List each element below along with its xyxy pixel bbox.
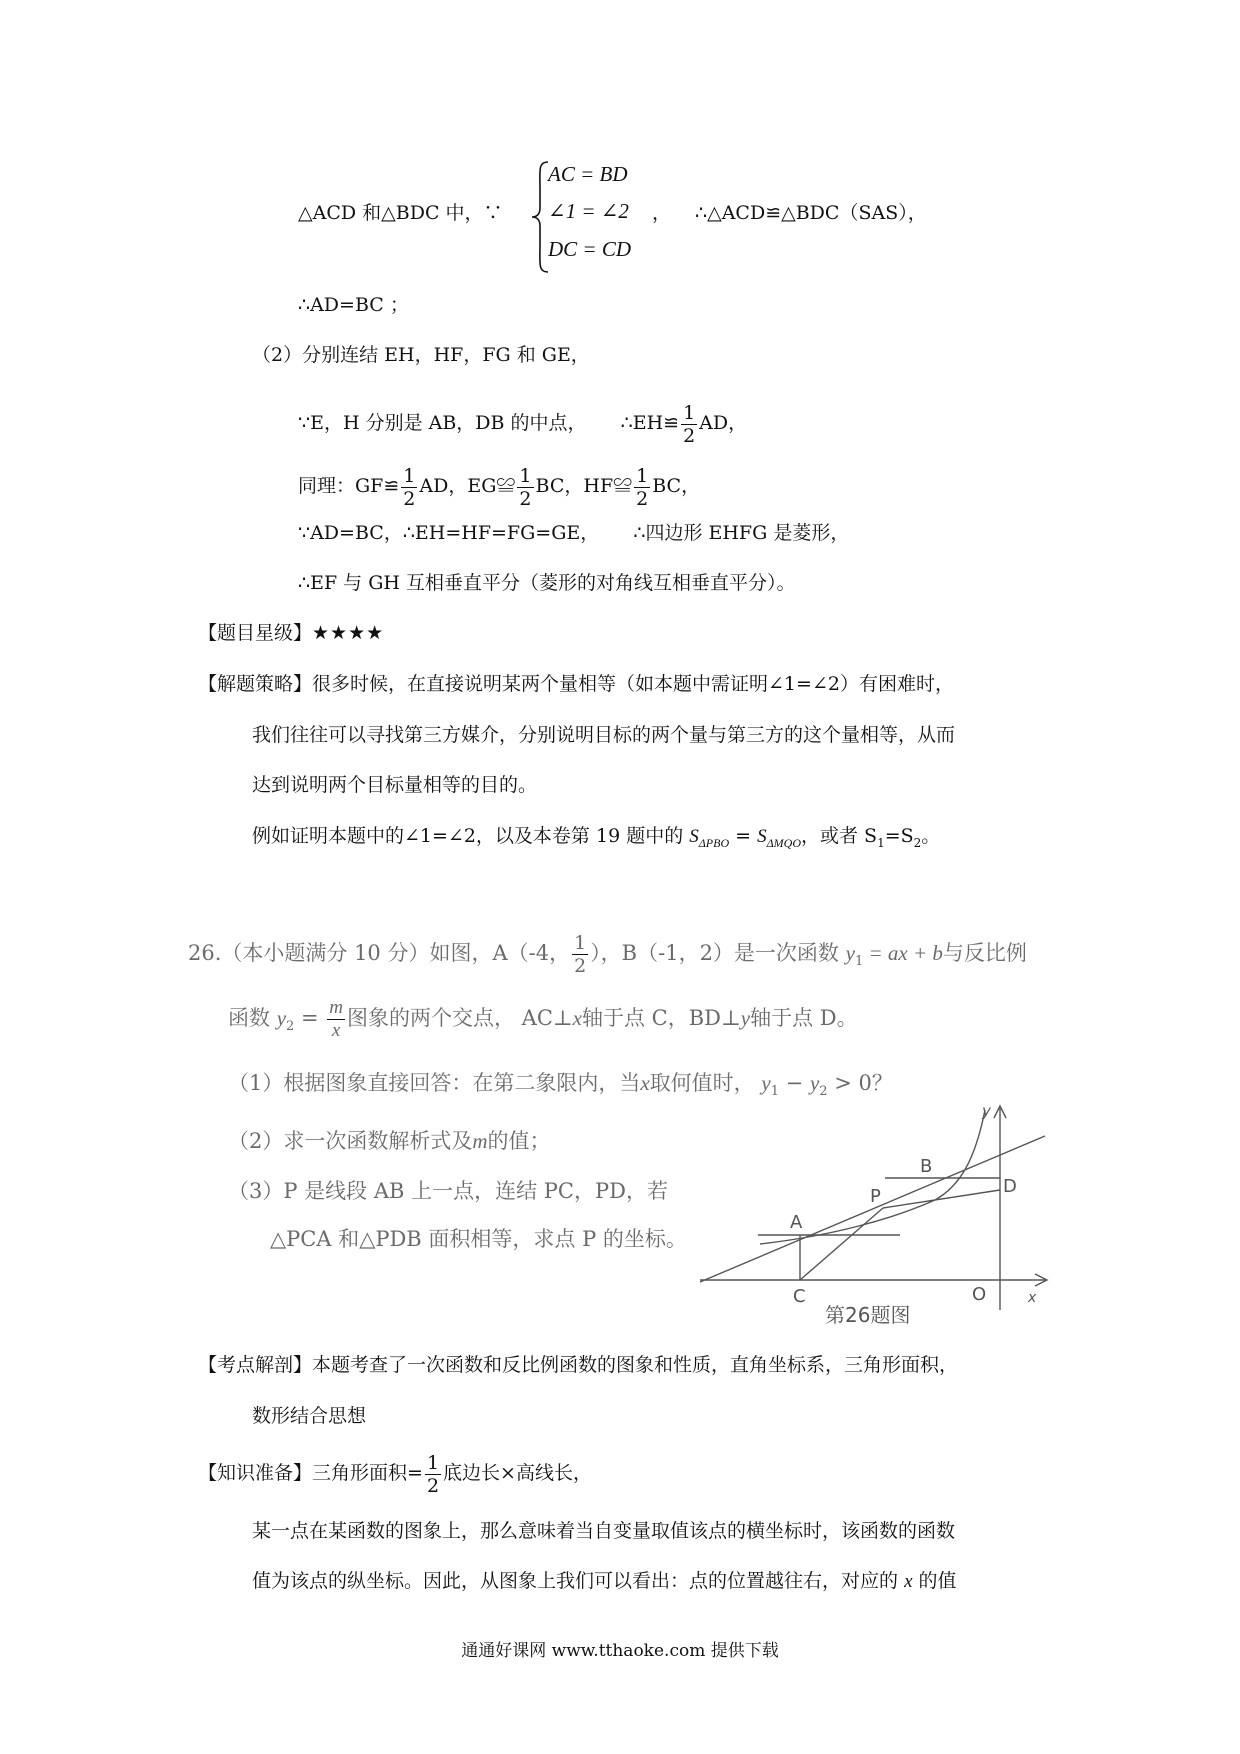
half-fraction: $\frac{1}{2}$ (574, 932, 587, 977)
q26-function-label: 函数 (228, 1006, 270, 1030)
congruence-line (298, 200, 503, 226)
midpoint-statement: ∵E，H 分别是 AB，DB 的中点， (298, 412, 587, 434)
strategy-text-1: 很多时候，在直接说明某两个量相等（如本题中需证明∠1=∠2）有困难时， (312, 673, 954, 695)
s2-subscript: 2 (913, 835, 922, 850)
half-fraction: $\frac{1}{2}$ (403, 464, 416, 510)
q26-intersections: 图象的两个交点， AC⊥ (346, 1006, 573, 1030)
knowledge-tag: 【知识准备】 (198, 1462, 313, 1484)
area-symbol: S (757, 826, 767, 847)
y2-symbol: y (809, 1071, 820, 1095)
eg-label: AD，EG (419, 475, 497, 497)
strategy-tag: 【解题策略】 (198, 673, 313, 695)
y2-subscript: 2 (286, 1019, 295, 1035)
knowledge-line-3 (252, 1568, 957, 1595)
q26-figure (690, 1100, 1060, 1330)
q26-line-1 (188, 925, 1027, 990)
system-row-1: AC = BD (548, 162, 628, 186)
s2-label: =S (884, 825, 914, 847)
label-p: P (870, 1186, 881, 1207)
system-comma: ， (652, 202, 672, 224)
s1-label: ，或者 S (801, 825, 878, 847)
linear-function: = ax + b (863, 941, 943, 965)
parallel-equal-sign: ≌ (663, 412, 680, 434)
area-formula-rest: 底边长×高线长， (443, 1462, 592, 1484)
strategy-line-4 (252, 823, 940, 856)
rhombus-line (298, 520, 849, 546)
m-symbol: m (472, 1129, 488, 1153)
equals-sign: = (294, 1006, 326, 1030)
x-symbol: x (904, 1571, 913, 1592)
label-d: D (1003, 1176, 1017, 1197)
difficulty-line (198, 620, 384, 646)
congruence-conclusion: ∴△ACD≌△BDC（SAS）， (695, 202, 927, 224)
y1-subscript: 1 (770, 1084, 779, 1100)
strategy-example: 例如证明本题中的∠1=∠2，以及本卷第 19 题中的 (252, 825, 684, 847)
label-y: y (982, 1102, 991, 1120)
figure-caption: 第26题图 (825, 1303, 911, 1327)
knowledge-text-3: 值为该点的纵坐标。因此，从图象上我们可以看出：点的位置越往右，对应的 (252, 1570, 899, 1592)
midpoint-line (298, 395, 747, 451)
area-subscript-mqo: ΔMQO (766, 835, 801, 850)
page-footer: 通通好课网 www.tthaoke.com 提供下载 (461, 1641, 779, 1661)
part2-intro: （2）分别连结 EH，HF，FG 和 GE， (252, 344, 590, 366)
y-symbol: y (740, 1006, 751, 1030)
q26-part-2 (228, 1128, 551, 1154)
q26-ac-bd: 轴于点 C，BD⊥ (581, 1006, 741, 1030)
strategy-line-2: 我们往往可以寻找第三方媒介，分别说明目标的两个量与第三方的这个量相等，从而 (252, 724, 956, 746)
half-fraction: $\frac{1}{2}$ (426, 1451, 440, 1497)
y1-symbol: y (845, 941, 855, 965)
analysis-text-1: 本题考查了一次函数和反比例函数的图象和性质，直角坐标系，三角形面积， (312, 1354, 959, 1376)
half-fraction: $\frac{1}{2}$ (636, 464, 649, 510)
knowledge-line-2: 某一点在某函数的图象上，那么意味着当自变量取值该点的横坐标时，该函数的函数 (252, 1520, 956, 1542)
label-c: C (793, 1286, 806, 1307)
parallel-equal-sign: ≌ (383, 475, 400, 497)
q26-point-b: ），B（-1，2）是一次函数 (590, 941, 839, 965)
strategy-line-3: 达到说明两个目标量相等的目的。 (252, 774, 538, 796)
analysis-line-2: 数形结合思想 (252, 1405, 367, 1427)
difficulty-stars: ★★★★ (312, 622, 385, 644)
hf-rest: BC， (652, 475, 701, 497)
label-o: O (972, 1284, 987, 1305)
q26-part-3-line-1: （3）P 是线段 AB 上一点，连结 PC，PD，若 (228, 1179, 668, 1203)
m-over-x-fraction: $\frac{m}{x}$ (329, 997, 343, 1041)
x-symbol: x (640, 1071, 650, 1095)
period: 。 (921, 825, 941, 847)
gf-label: 同理：GF (298, 475, 384, 497)
half-fraction: $\frac{1}{2}$ (683, 401, 696, 447)
parallel-equal-sign: ≌ (613, 475, 633, 497)
q26-point-d: 轴于点 D。 (750, 1006, 858, 1030)
inequality-tail: > 0？ (827, 1071, 893, 1095)
knowledge-line-1 (198, 1445, 592, 1501)
equals-sign: = (729, 825, 758, 847)
part2-text-2: 的值； (487, 1129, 551, 1153)
strategy-line-1 (198, 671, 954, 697)
line-ab (700, 1136, 1045, 1282)
area-formula-label: 三角形面积= (312, 1462, 423, 1484)
x-symbol: x (572, 1006, 582, 1030)
q26-line-2 (228, 990, 858, 1055)
area-symbol: S (689, 826, 699, 847)
part2-text: （2）求一次函数解析式及 (228, 1129, 473, 1153)
q26-intro: 26.（本小题满分 10 分）如图，A（-4， (188, 941, 571, 965)
system-row-2: ∠1 = ∠2 (548, 199, 629, 223)
q26-inverse-label: 与反比例 (942, 941, 1027, 965)
y2-symbol: y (276, 1006, 287, 1030)
bisect-conclusion: ∴EF 与 GH 互相垂直平分（菱形的对角线互相垂直平分）。 (298, 572, 796, 594)
eh-rest: AD， (699, 412, 748, 434)
y2-subscript: 2 (819, 1084, 828, 1100)
similarly-line (298, 458, 700, 514)
label-a: A (790, 1212, 803, 1233)
ad-equals-bc: ∴AD=BC ； (298, 294, 409, 316)
congruence-prefix: △ACD 和△BDC 中，∵ (298, 202, 503, 224)
minus-sign: − (778, 1071, 810, 1095)
s1-subscript: 1 (877, 835, 885, 850)
segment-pd (883, 1190, 1000, 1208)
equal-sides: ∵AD=BC，∴EH=HF=FG=GE， (298, 522, 600, 544)
knowledge-text-3b: 的值 (918, 1570, 957, 1592)
half-fraction: $\frac{1}{2}$ (519, 464, 532, 510)
label-b: B (920, 1156, 933, 1177)
area-subscript-pbo: ΔPBO (698, 835, 730, 850)
hf-label: BC，HF (535, 475, 614, 497)
y1-subscript: 1 (854, 954, 864, 970)
parallel-equal-sign: ≌ (496, 475, 516, 497)
q26-part-3-line-2: △PCA 和△PDB 面积相等，求点 P 的坐标。 (270, 1227, 687, 1251)
analysis-line-1 (198, 1352, 958, 1378)
segment-pc (800, 1208, 883, 1280)
difficulty-tag: 【题目星级】 (198, 622, 313, 644)
label-x: x (1028, 1290, 1037, 1306)
system-row-3: DC = CD (548, 237, 632, 261)
eh-label: ∴EH (620, 412, 664, 434)
rhombus-conclusion: ∴四边形 EHFG 是菱形， (633, 522, 850, 544)
part1-text: （1）根据图象直接回答：在第二象限内，当 (228, 1071, 641, 1095)
y1-symbol: y (761, 1071, 771, 1095)
analysis-tag: 【考点解剖】 (198, 1354, 313, 1376)
part1-text-2: 取何值时， (649, 1071, 755, 1095)
